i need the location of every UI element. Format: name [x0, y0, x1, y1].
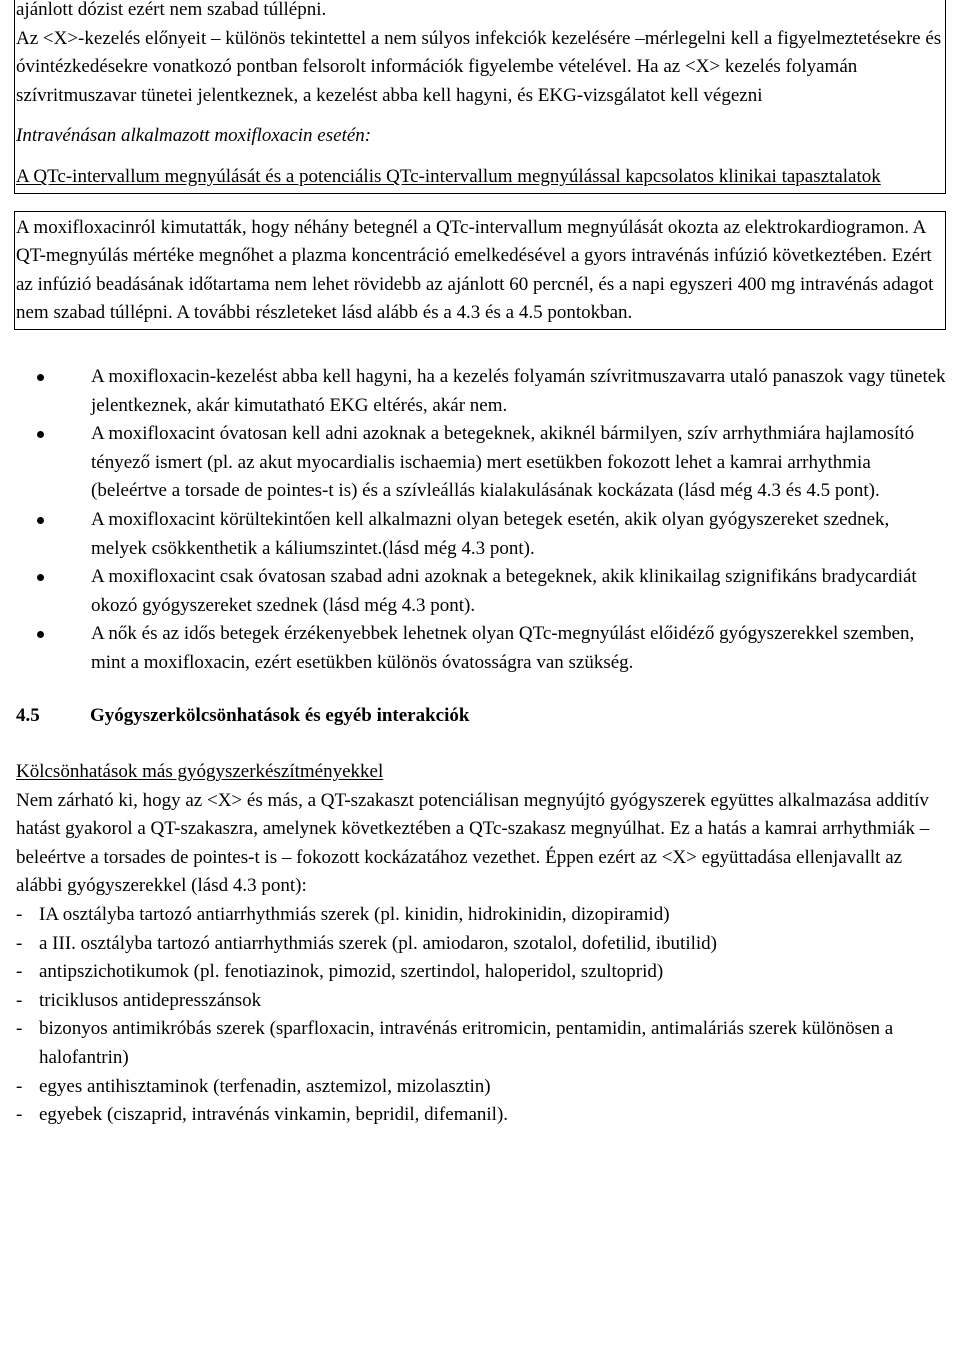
list-item: - bizonyos antimikróbás szerek (sparfloxacin, intravénás eritromicin, pentamidin, antimaláriás szerek különösen a halofantrin): [16, 1015, 946, 1072]
qtc-info-box: [14, 211, 946, 330]
bullet-icon: [37, 517, 44, 524]
bullet-icon: [37, 431, 44, 438]
list-item: - triciklusos antidepresszánsok: [16, 987, 946, 1016]
list-item: A moxifloxacint körültekintően kell alkalmazni olyan betegek esetén, akik olyan gyógyszereket szednek, melyek csökkenthetik a káliumszintet.(lásd még 4.3 pont).: [16, 506, 946, 563]
bullet-icon: [37, 574, 44, 581]
dash-marker: -: [16, 961, 23, 983]
paragraph-dose-limit: ajánlott dózist ezért nem szabad túllépni.: [16, 0, 327, 20]
list-item: - a III. osztályba tartozó antiarrhythmiás szerek (pl. amiodaron, szotalol, dofetilid, ibutilid): [16, 930, 946, 959]
paragraph-qtc-heading: A QTc-intervallum megnyúlását és a potenciális QTc-intervallum megnyúlással kapcsolatos klinikai tapasztalatok: [16, 165, 881, 187]
paragraph-qtc-details: A moxifloxacinról kimutatták, hogy néhány betegnél a QTc-intervallum megnyúlását okozta az elektrokardiogramon. A QT-megnyúlás mértéke megnőhet a plazma koncentráció emelkedésével a gyors intravénás infúzió következtében. Ezért az infúzió beadásának időtartama nem lehet rövidebb az ajánlott 60 percnél, és a napi egyszeri 400 mg intravénás adagot nem szabad túllépni. A további részleteket lásd alább és a 4.3 és a 4.5 pontokban.: [16, 216, 934, 324]
dash-marker: -: [16, 932, 23, 954]
dash-marker: -: [16, 1075, 23, 1097]
warning-box: [14, 0, 946, 194]
subsection-title: Kölcsönhatások más gyógyszerkészítményekkel: [16, 761, 384, 783]
bullet-icon: [37, 374, 44, 381]
dash-marker: -: [16, 1104, 23, 1126]
list-item: A moxifloxacin-kezelést abba kell hagyni, ha a kezelés folyamán szívritmuszavarra utaló panaszok vagy tünetek jelentkeznek, akár kimutatható EKG eltérés, akár nem.: [16, 363, 946, 420]
section-number: 4.5: [16, 705, 40, 727]
dash-marker: -: [16, 904, 23, 926]
list-item: - egyebek (ciszaprid, intravénás vinkamin, bepridil, difemanil).: [16, 1101, 946, 1130]
bullet-icon: [37, 631, 44, 638]
list-item: A nők és az idős betegek érzékenyebbek lehetnek olyan QTc-megnyúlást előidéző gyógyszerekkel szemben, mint a moxifloxacin, ezért esetükben különös óvatosságra van szükség.: [16, 620, 946, 677]
warning-bullet-list: [16, 363, 946, 678]
section-heading: [16, 702, 946, 731]
list-item: - IA osztályba tartozó antiarrhythmiás szerek (pl. kinidin, hidrokinidin, dizopiramid): [16, 901, 946, 930]
list-item: - antipszichotikumok (pl. fenotiazinok, pimozid, szertindol, haloperidol, szultoprid): [16, 958, 946, 987]
document-page: [16, 0, 946, 1130]
paragraph-interactions-intro: Nem zárható ki, hogy az <X> és más, a QT-szakaszt potenciálisan megnyújtó gyógyszerek együttes alkalmazása additív hatást gyakorol a QT-szakaszra, amelynek következtében a QTc-szakasz megnyúlhat. Ez a hatás a kamrai arrhythmiák – beleértve a torsades de pointes-t is – fokozott kockázatához vezethet. Éppen ezért az <X> együttadása ellenjavallt az alábbi gyógyszerekkel (lásd 4.3 pont):: [16, 789, 930, 897]
list-item: - egyes antihisztaminok (terfenadin, asztemizol, mizolasztin): [16, 1073, 946, 1102]
dash-marker: -: [16, 989, 23, 1011]
paragraph-iv-heading: Intravénásan alkalmazott moxifloxacin esetén:: [16, 125, 372, 147]
list-item: A moxifloxacint óvatosan kell adni azoknak a betegeknek, akiknél bármilyen, szív arrhythmiára hajlamosító tényező ismert (pl. az akut myocardialis ischaemia) mert esetükben fokozott lehet a kamrai arrhythmia (beleértve a torsade de pointes-t is) és a szívleállás kialakulásának kockázata (lásd még 4.3 és 4.5 pont).: [16, 420, 946, 506]
paragraph-benefits: Az <X>-kezelés előnyeit – különös tekintettel a nem súlyos infekciók kezelésére –mérlegelni kell a figyelmeztetésekre és óvintézkedésekre vonatkozó pontban felsorolt információk figyelembe vételével. Ha az <X> kezelés folyamán szívritmuszavar tünetei jelentkeznek, a kezelést abba kell hagyni, és EKG-vizsgálatot kell végezni: [16, 27, 942, 106]
list-item: A moxifloxacint csak óvatosan szabad adni azoknak a betegeknek, akik klinikailag szignifikáns bradycardiát okozó gyógyszereket szednek (lásd még 4.3 pont).: [16, 563, 946, 620]
section-title: Gyógyszerkölcsönhatások és egyéb interakciók: [90, 705, 470, 727]
contraindicated-drug-list: [16, 901, 946, 1130]
dash-marker: -: [16, 1018, 23, 1040]
